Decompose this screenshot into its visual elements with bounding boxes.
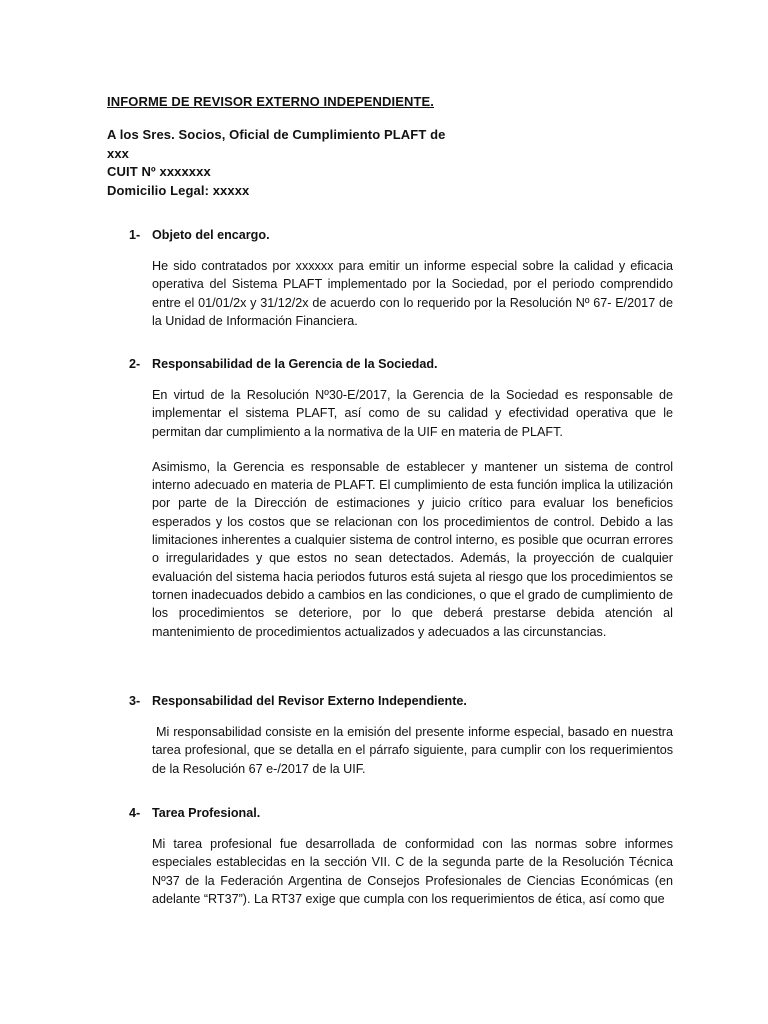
section-2 [129, 357, 673, 641]
section-heading: Responsabilidad de la Gerencia de la Sociedad. [152, 357, 438, 371]
addressee-line: CUIT Nº xxxxxxx [107, 164, 211, 179]
addressee-line: A los Sres. Socios, Oficial de Cumplimiento PLAFT de [107, 127, 446, 142]
section-paragraph: He sido contratados por xxxxxx para emitir un informe especial sobre la calidad y eficacia operativa del Sistema PLAFT implementado por la Sociedad, por el periodo comprendido entre el 01/01/2x y 31/12/2x de acuerdo con lo requerido por la Resolución Nº 67- E/2017 de la Unidad de Información Financiera. [152, 259, 673, 328]
section-paragraph: Mi responsabilidad consiste en la emisión del presente informe especial, basado en nuestra tarea profesional, que se detalla en el párrafo siguiente, para cumplir con los requerimientos de la Resolución 67 e-/2017 de la UIF. [152, 725, 673, 776]
addressee-line: xxx [107, 145, 129, 161]
section-paragraph: En virtud de la Resolución Nº30-E/2017, la Gerencia de la Sociedad es responsable de implementar el sistema PLAFT, así como de su calidad y efectividad operativa que le permitan dar cumplimiento a la normativa de la UIF en materia de PLAFT. [152, 388, 673, 439]
section-number: 3- [129, 694, 141, 708]
section-1 [129, 228, 673, 330]
document-title: INFORME DE REVISOR EXTERNO INDEPENDIENTE. [107, 94, 434, 109]
section-number: 4- [129, 806, 141, 820]
section-heading: Objeto del encargo. [152, 228, 270, 242]
section-paragraph: Asimismo, la Gerencia es responsable de establecer y mantener un sistema de control interno adecuado en materia de PLAFT. El cumplimiento de esta función implica la utilización por parte de la Dirección de estimaciones y juicio crítico para evaluar los beneficios esperados y los costos que se relacionan con los procedimientos de control. Debido a las limitaciones inherentes a cualquier sistema de control interno, es posible que ocurran errores o irregularidades y que estos no sean detectados. Además, la proyección de cualquier evaluación del sistema hacia periodos futuros está sujeta al riesgo que los procedimientos se tornen inadecuados debido a cambios en las condiciones, o que el grado de cumplimiento de los procedimientos se deteriore, por lo que deberá prestarse debida atención al mantenimiento de procedimientos actualizados y adecuados a las circunstancias. [152, 459, 673, 639]
section-number: 1- [129, 228, 141, 242]
section-3 [129, 694, 673, 778]
section-4 [129, 806, 673, 908]
section-heading: Responsabilidad del Revisor Externo Independiente. [152, 694, 467, 708]
addressee-line: Domicilio Legal: xxxxx [107, 182, 250, 198]
section-heading: Tarea Profesional. [152, 806, 261, 820]
addressee-block [107, 126, 445, 200]
section-paragraph: Mi tarea profesional fue desarrollada de conformidad con las normas sobre informes especiales establecidas en la sección VII. C de la segunda parte de la Resolución Técnica Nº37 de la Federación Argentina de Consejos Profesionales de Ciencias Económicas (en adelante “RT37”). La RT37 exige que cumpla con los requerimientos de ética, así como que [152, 837, 673, 906]
section-number: 2- [129, 357, 141, 371]
